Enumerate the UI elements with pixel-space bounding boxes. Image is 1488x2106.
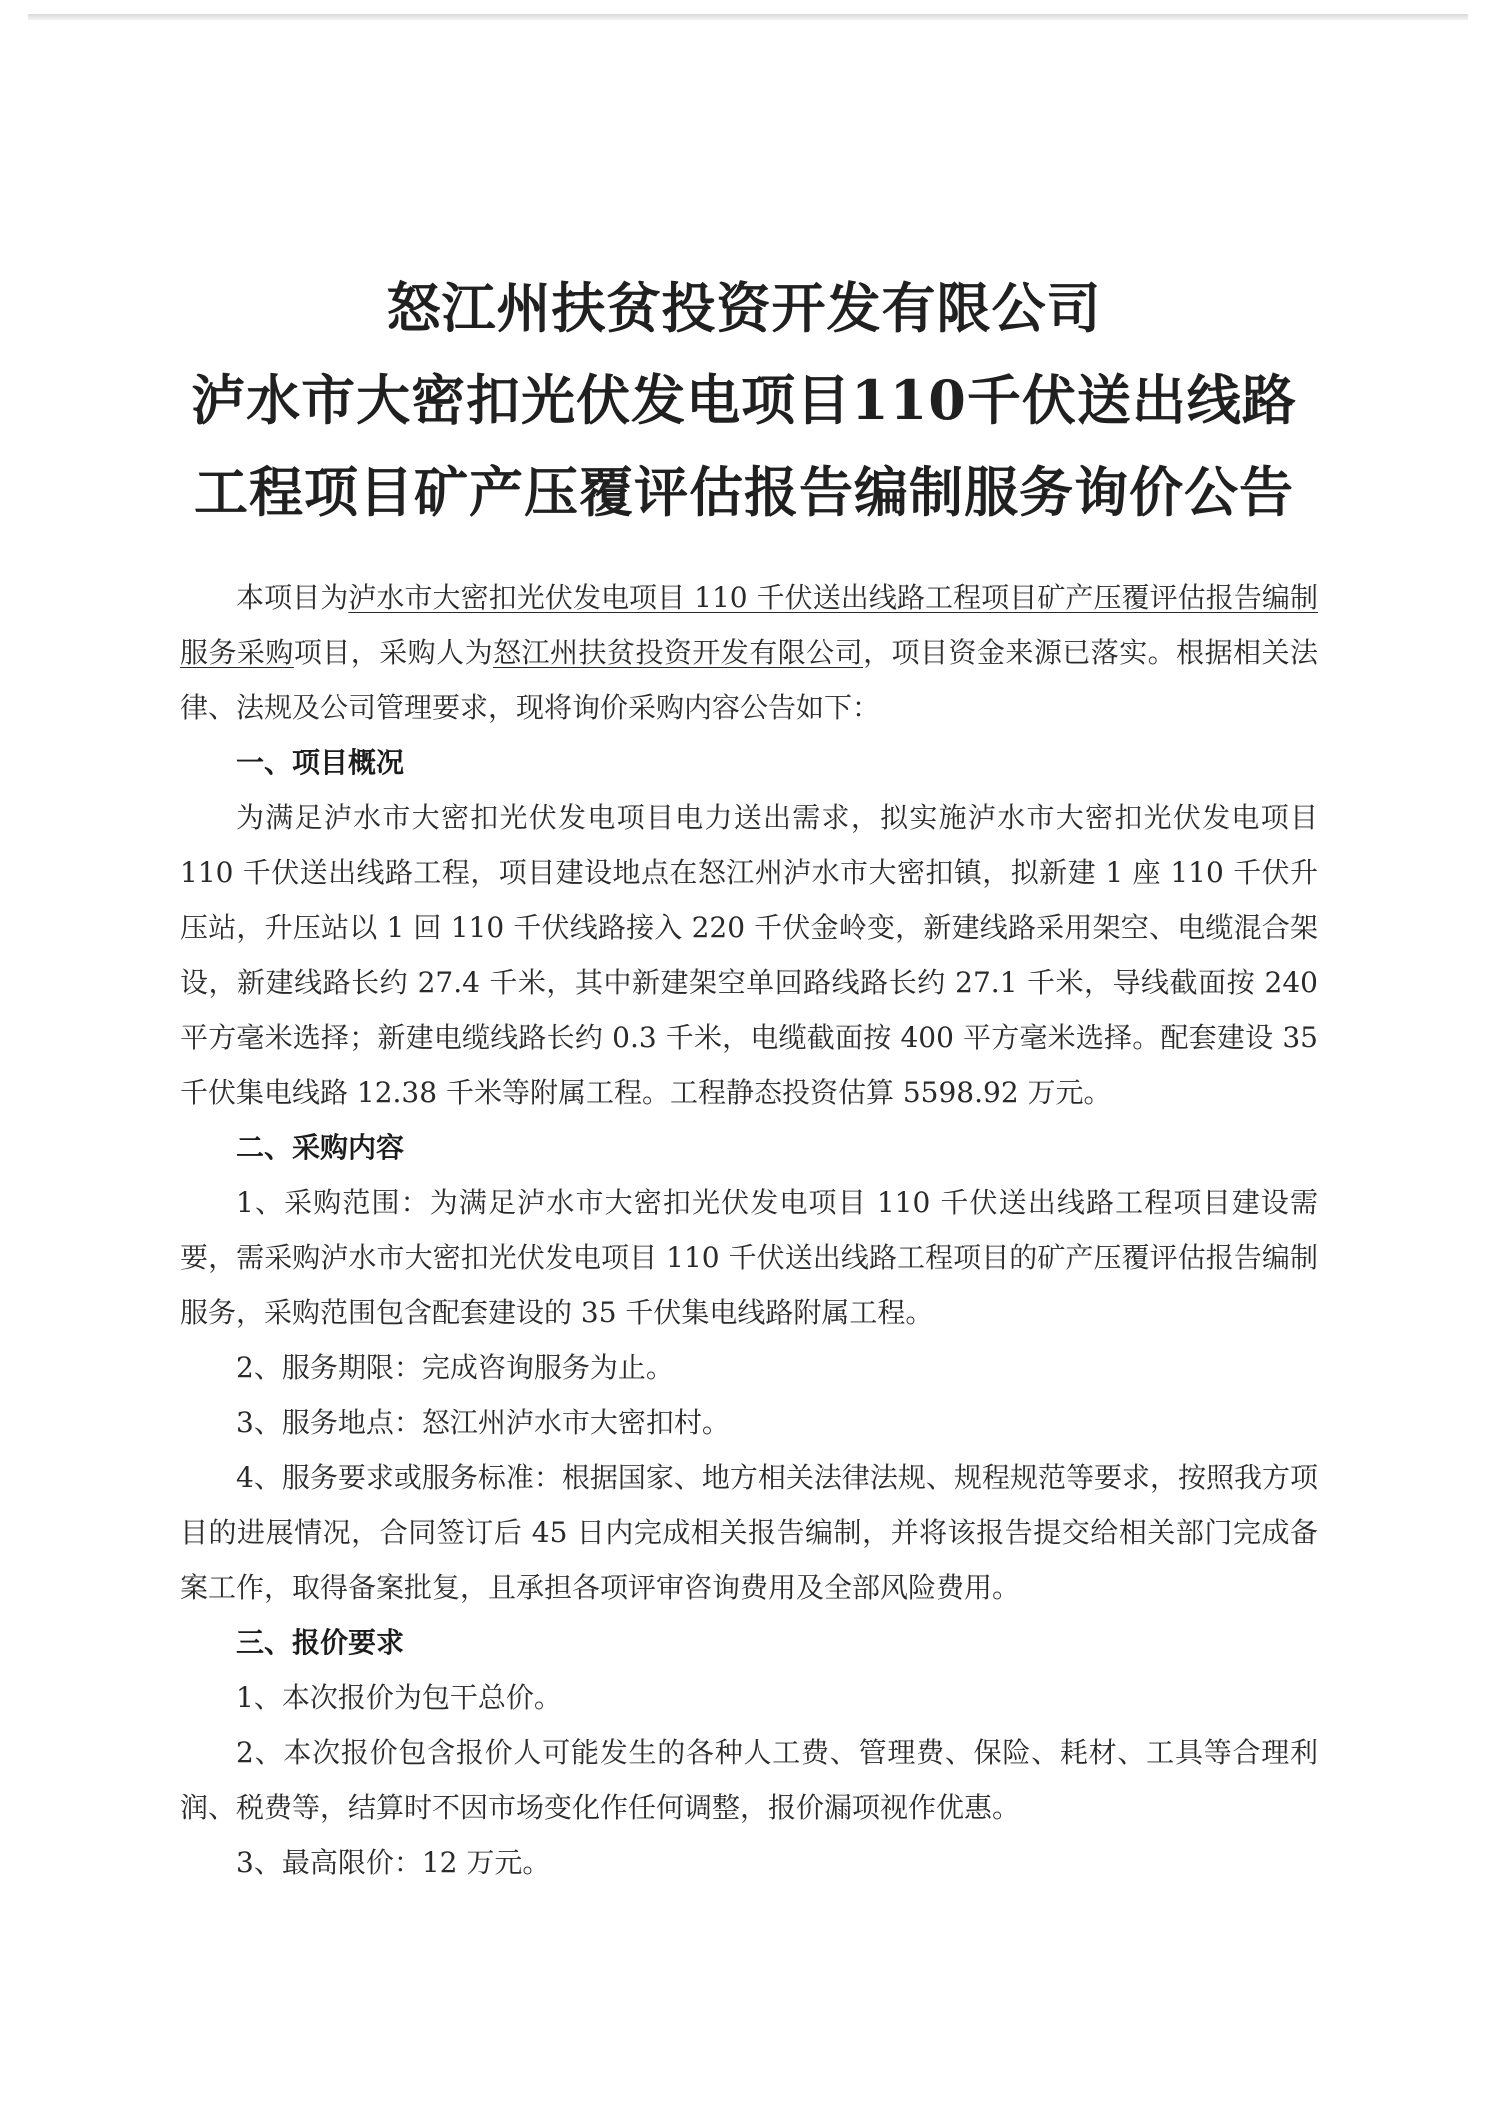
quote-item: 3、最高限价：12 万元。: [236, 1846, 551, 1879]
intro-paragraph: [180, 570, 1318, 735]
title-line-2: 泸水市大密扣光伏发电项目110千伏送出线路: [191, 368, 1297, 432]
scan-edge: [28, 14, 1468, 20]
procurement-item: 1、采购范围：为满足泸水市大密扣光伏发电项目 110 千伏送出线路工程项目建设需要，需采购泸水市大密扣光伏发电项目 110 千伏送出线路工程项目的矿产压覆评估报告编制服务，采购范围包含配套建设的 35 千伏集电线路附属工程。: [180, 1186, 1318, 1329]
overview-paragraph: 为满足泸水市大密扣光伏发电项目电力送出需求，拟实施泸水市大密扣光伏发电项目 110 千伏送出线路工程，项目建设地点在怒江州泸水市大密扣镇，拟新建 1 座 110 千伏升压站，升压站以 1 回 110 千伏线路接入 220 千伏金岭变，新建线路采用架空、电缆混合架设，新建线路长约 27.4 千米，其中新建架空单回路线路长约 27.1 千米，导线截面按 240 平方毫米选择；新建电缆线路长约 0.3 千米，电缆截面按 400 平方毫米选择。配套建设 35 千伏集电线路 12.38 千米等附属工程。工程静态投资估算 5598.92 万元。: [180, 801, 1318, 1109]
procurement-item: 3、服务地点：怒江州泸水市大密扣村。: [236, 1406, 730, 1439]
procurement-item: 2、服务期限：完成咨询服务为止。: [236, 1351, 674, 1384]
section-heading-quote: 三、报价要求: [236, 1626, 405, 1659]
document-title: [150, 262, 1338, 538]
section-heading-procurement: 二、采购内容: [236, 1131, 405, 1164]
section-heading-overview: 一、项目概况: [236, 746, 405, 779]
title-line-3: 工程项目矿产压覆评估报告编制服务询价公告: [194, 460, 1294, 524]
procurement-item: 4、服务要求或服务标准：根据国家、地方相关法律法规、规程规范等要求，按照我方项目的进展情况，合同签订后 45 日内完成相关报告编制，并将该报告提交给相关部门完成备案工作，取得备案批复，且承担各项评审咨询费用及全部风险费用。: [180, 1461, 1318, 1604]
purchaser-name: 怒江州扶贫投资开发有限公司: [493, 636, 864, 669]
intro-suffix: ，项目资金来源已落实。根据相关法律、法规及公司管理要求，现将询价采购内容公告如下：: [180, 636, 1318, 724]
quote-item: 2、本次报价包含报价人可能发生的各种人工费、管理费、保险、耗材、工具等合理利润、税费等，结算时不因市场变化作任何调整，报价漏项视作优惠。: [180, 1736, 1318, 1824]
quote-item: 1、本次报价为包干总价。: [236, 1681, 562, 1714]
title-line-1: 怒江州扶贫投资开发有限公司: [386, 276, 1102, 340]
intro-prefix: 本项目为: [236, 581, 349, 614]
intro-mid: 项目，采购人为: [293, 636, 494, 669]
project-name: 泸水市大密扣光伏发电项目 110 千伏送出线路工程项目矿产压覆评估报告编制服务采购: [180, 581, 1318, 669]
document-body: [180, 570, 1318, 1890]
